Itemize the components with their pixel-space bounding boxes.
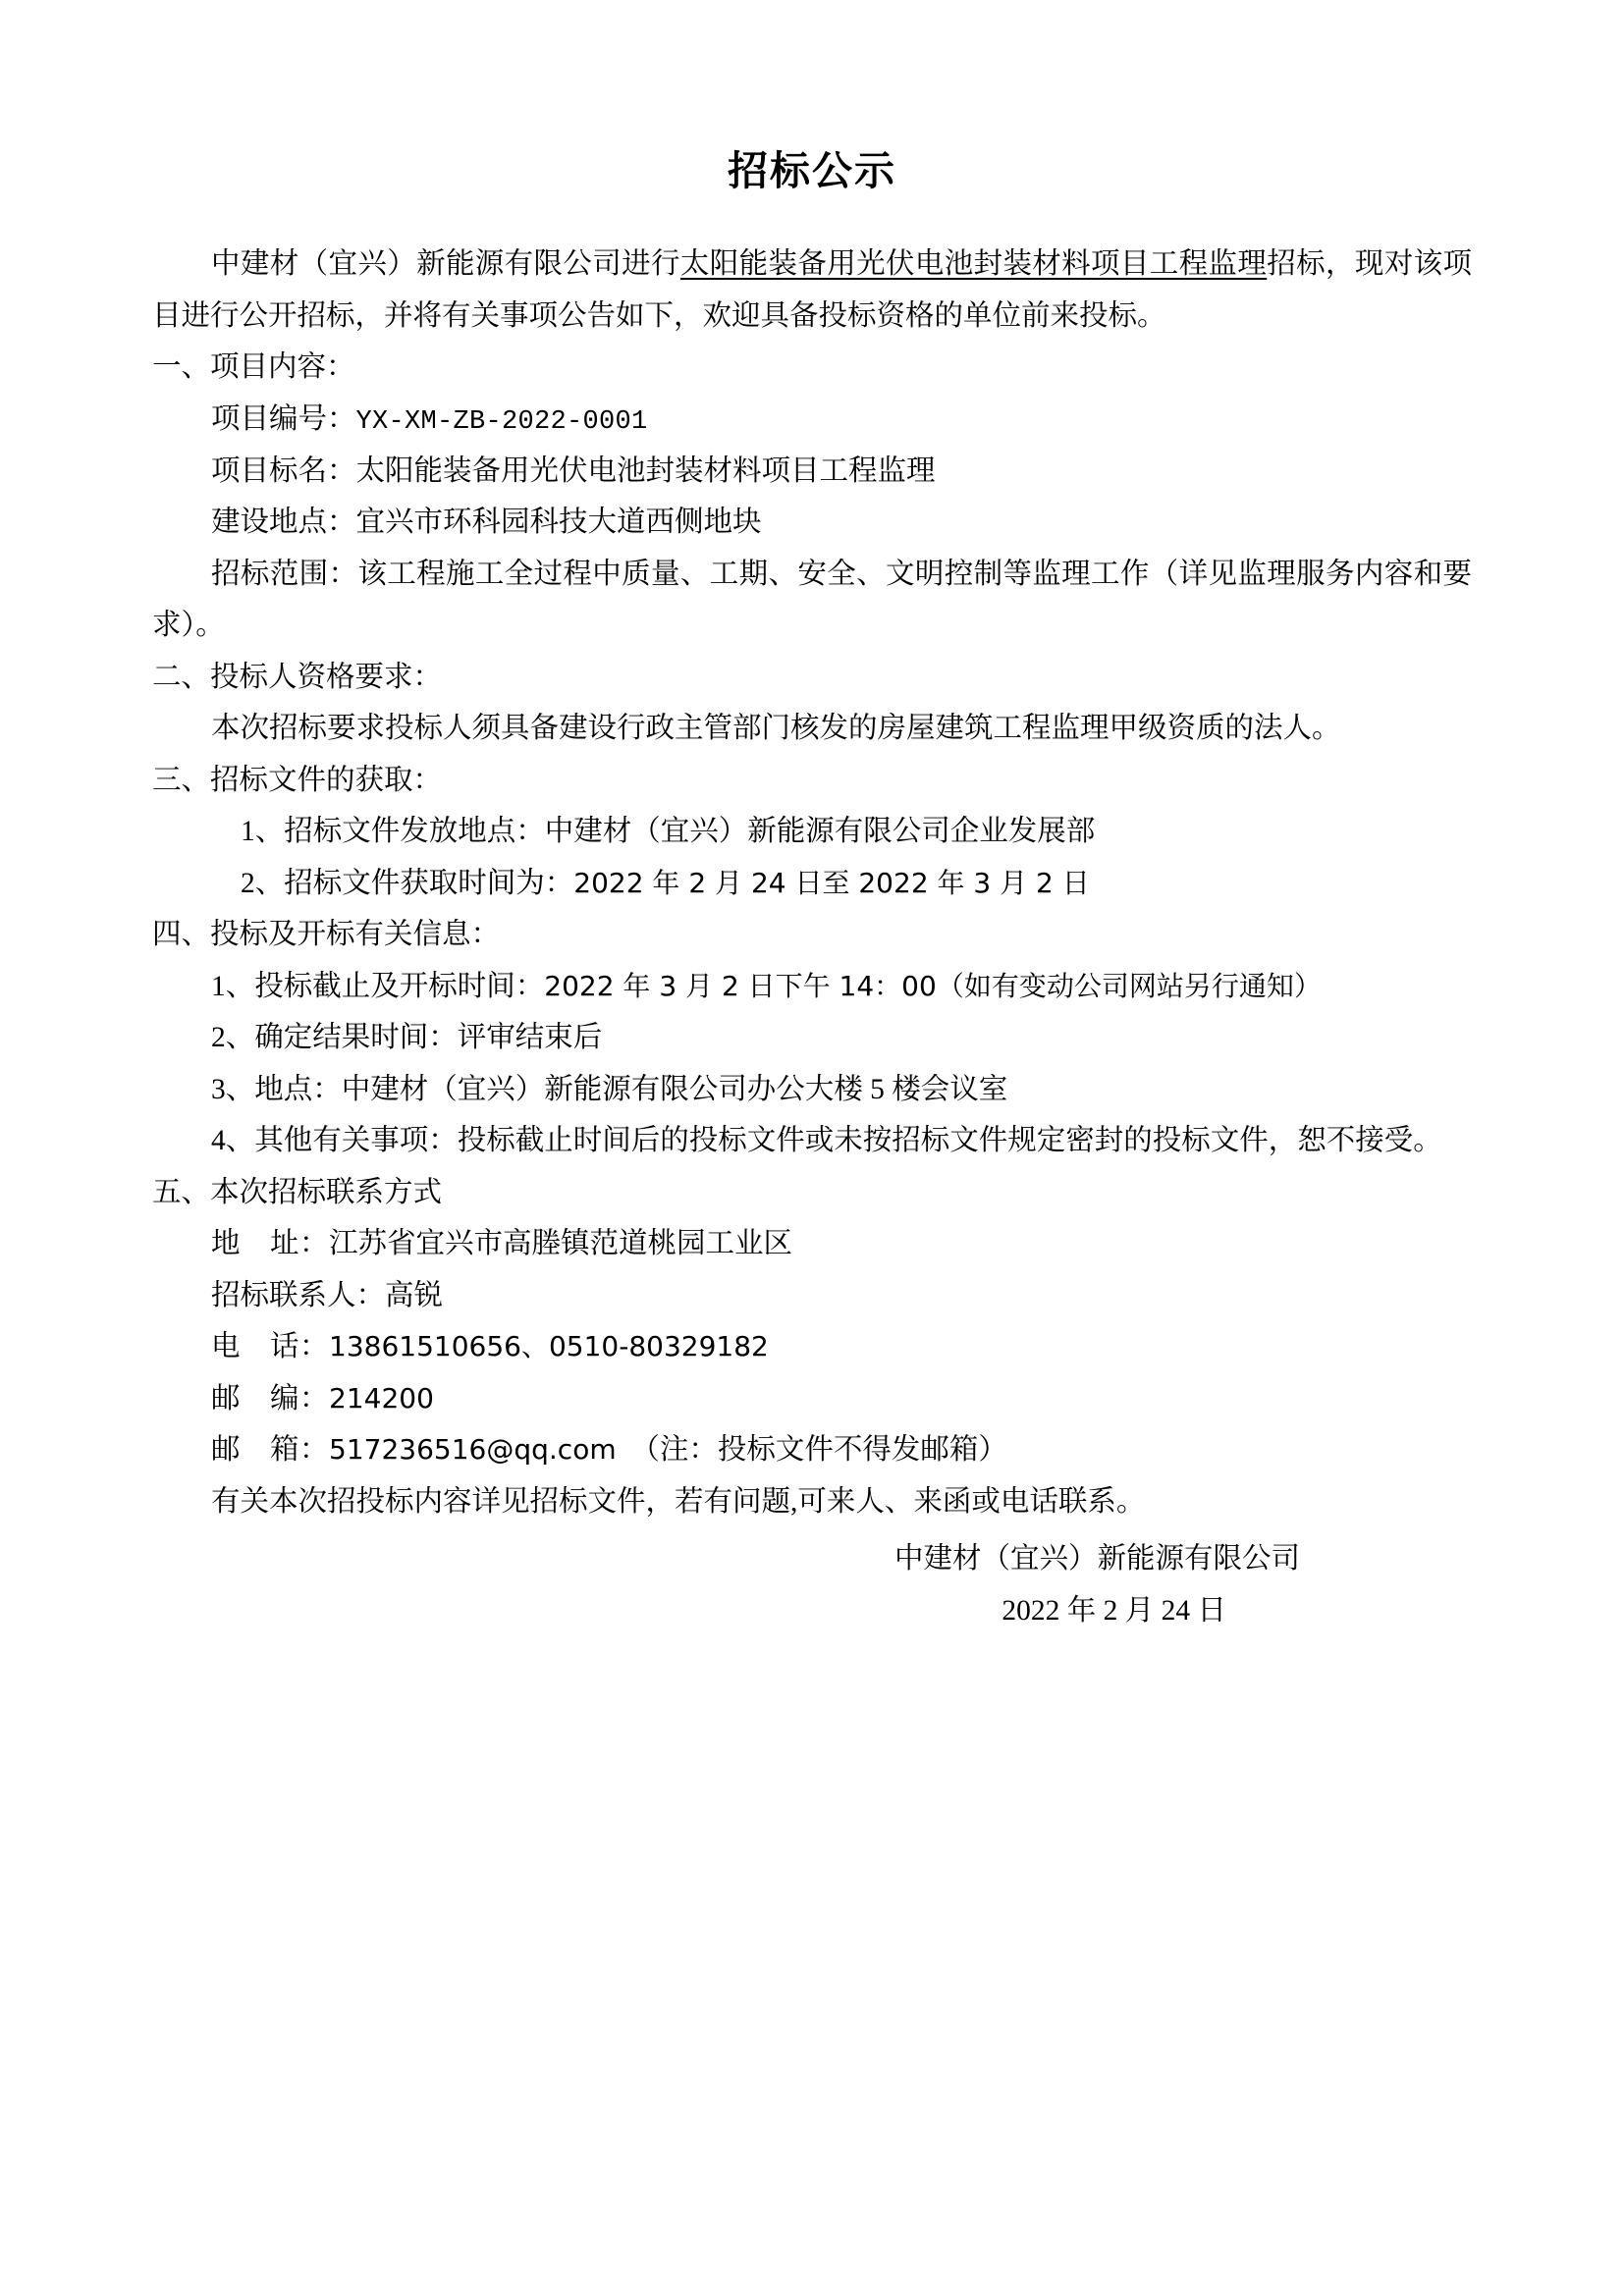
contact-person-label: 招标联系人： (211, 1279, 386, 1311)
doc-pickup-location-row (182, 806, 1472, 858)
project-scope-row (152, 549, 1472, 652)
intro-tail: 招标，现对该项目进行公开招标，并将有关事项公告如下，欢迎具备投标资格的单位前来投标。 (152, 248, 1472, 332)
signature-block (152, 1533, 1472, 1636)
section-heading-5: 五、本次招标联系方式 (152, 1176, 443, 1208)
result-time-value: 评审结束后 (457, 1022, 603, 1054)
project-number-label: 项目编号： (211, 402, 356, 435)
bid-location-row (152, 1064, 1472, 1116)
contact-address-value: 江苏省宜兴市高塍镇范道桃园工业区 (329, 1228, 793, 1260)
doc-pickup-time-row (182, 858, 1472, 910)
project-location-label: 建设地点： (211, 507, 356, 539)
bid-deadline-row (152, 961, 1472, 1013)
bidder-qualification-paragraph: 本次招标要求投标人须具备建设行政主管部门核发的房屋建筑工程监理甲级资质的法人。 (211, 713, 1341, 745)
contact-phone-row (211, 1321, 1472, 1373)
project-scope-label: 招标范围： (211, 558, 358, 590)
contact-postcode-label: 邮 编： (211, 1382, 330, 1415)
contact-phone-value: 13861510656、0510-80329182 (329, 1330, 769, 1363)
doc-pickup-location-value: 中建材（宜兴）新能源有限公司企业发展部 (544, 816, 1096, 848)
contact-phone-label: 电 话： (211, 1331, 330, 1363)
other-matters-value: 投标截止时间后的投标文件或未按招标文件规定密封的投标文件，恕不接受。 (457, 1125, 1442, 1157)
intro-project-name: 太阳能装备用光伏电池封装材料项目工程监理 (679, 248, 1268, 281)
bid-deadline-value: 2022 年 3 月 2 日下午 14：00（如有变动公司网站另行通知） (544, 969, 1322, 1002)
signature-date: 2022 年 2 月 24 日 (1001, 1594, 1226, 1627)
contact-postcode-row (211, 1373, 1472, 1425)
page-title: 招标公示 (728, 147, 896, 194)
bid-location-value: 中建材（宜兴）新能源有限公司办公大楼 5 楼会议室 (341, 1073, 1008, 1105)
other-matters-row (152, 1115, 1472, 1167)
section-heading-4: 四、投标及开标有关信息： (152, 919, 501, 951)
contact-person-value: 高锐 (385, 1279, 444, 1311)
section-heading-1: 一、项目内容： (152, 351, 355, 384)
contact-list (152, 1218, 1472, 1527)
result-time-row (152, 1012, 1472, 1064)
contact-email-note: （注：投标文件不得发邮箱） (630, 1434, 1007, 1467)
contact-email-value: 517236516@qq.com (329, 1433, 617, 1467)
contact-email-label: 邮 箱： (211, 1434, 330, 1467)
project-scope-value: 该工程施工全过程中质量、工期、安全、文明控制等监理工作（详见监理服务内容和要求）。 (152, 558, 1472, 642)
doc-pickup-location-label: 1、招标文件发放地点： (241, 816, 545, 848)
bid-deadline-label: 1、投标截止及开标时间： (211, 970, 545, 1002)
contact-email-row (211, 1424, 1472, 1476)
project-title-value: 太阳能装备用光伏电池封装材料项目工程监理 (355, 454, 936, 487)
intro-paragraph (152, 239, 1472, 342)
contact-address-row (211, 1218, 1472, 1270)
closing-paragraph: 有关本次招投标内容详见招标文件，若有问题,可来人、来函或电话联系。 (211, 1485, 1146, 1518)
section-1-items (152, 394, 1472, 549)
doc-pickup-time-value: 2022 年 2 月 24 日至 2022 年 3 月 2 日 (573, 866, 1090, 899)
doc-pickup-time-label: 2、招标文件获取时间为： (241, 867, 574, 899)
project-number-value: YX-XM-ZB-2022-0001 (355, 406, 648, 437)
signature-company: 中建材（宜兴）新能源有限公司 (893, 1543, 1300, 1575)
project-location-value: 宜兴市环科园科技大道西侧地块 (355, 507, 762, 539)
other-matters-label: 4、其他有关事项： (211, 1125, 458, 1157)
contact-postcode-value: 214200 (329, 1381, 434, 1415)
bid-location-label: 3、地点： (211, 1073, 342, 1105)
project-number-row (211, 394, 1472, 446)
section-3-items (152, 806, 1472, 909)
project-title-label: 项目标名： (211, 454, 356, 487)
intro-lead: 中建材（宜兴）新能源有限公司进行 (211, 248, 680, 281)
section-heading-3: 三、招标文件的获取： (152, 764, 443, 796)
contact-person-row (211, 1270, 1472, 1322)
section-heading-2: 二、投标人资格要求： (152, 661, 443, 693)
project-location-row (211, 497, 1472, 549)
contact-address-label: 地 址： (211, 1228, 330, 1260)
project-title-row (211, 446, 1472, 498)
result-time-label: 2、确定结果时间： (211, 1022, 458, 1054)
